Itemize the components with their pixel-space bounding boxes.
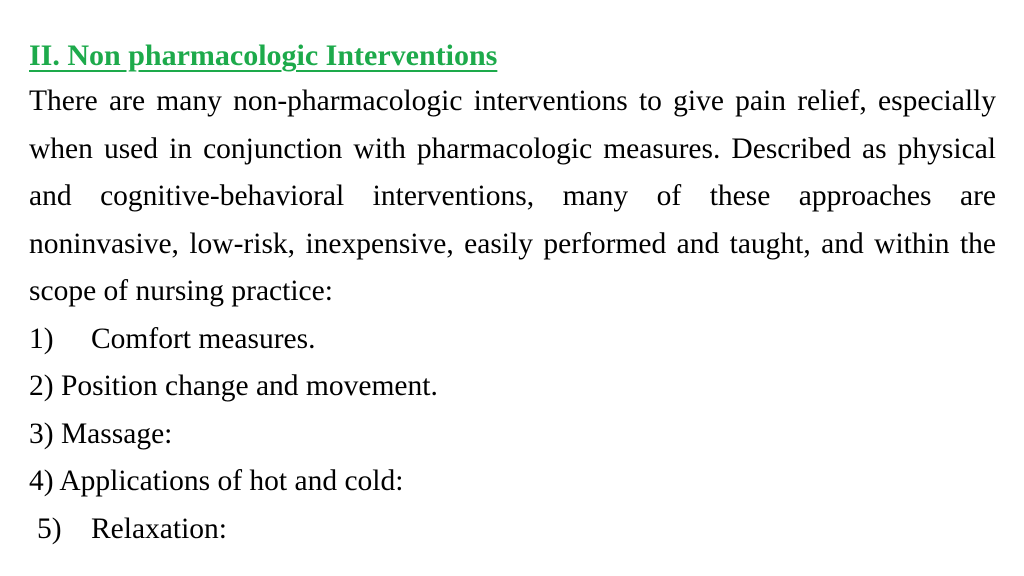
slide-content — [29, 38, 996, 553]
list-item-number: 3) — [29, 417, 54, 450]
list-item-text: Position change and movement. — [60, 370, 438, 402]
list-item — [29, 506, 996, 554]
list-item-text: Applications of hot and cold: — [59, 465, 404, 497]
list-item-number: 4) — [29, 465, 54, 497]
list-item-text: Comfort measures. — [91, 322, 316, 355]
list-item — [29, 458, 996, 506]
intro-paragraph: There are many non-pharmacologic interventions to give pain relief, especially when used in conjunction with pharmacologic measures. Described as physical and cognitive-behavioral interventions, many of these approaches are noninvasive, low-risk, inexpensive, easily performed and taught, and within the scope of nursing practice: — [29, 85, 996, 307]
list-item — [29, 411, 996, 459]
list-item-number: 2) — [29, 370, 54, 402]
list-item — [29, 316, 996, 364]
section-title: II. Non pharmacologic Interventions — [29, 39, 498, 72]
list-item-number: 1) — [29, 322, 54, 355]
interventions-list — [29, 316, 996, 554]
list-item-text: Relaxation: — [91, 512, 227, 545]
list-item-text: Massage: — [60, 417, 173, 450]
list-item-number: 5) — [37, 512, 62, 545]
list-item — [29, 363, 996, 411]
